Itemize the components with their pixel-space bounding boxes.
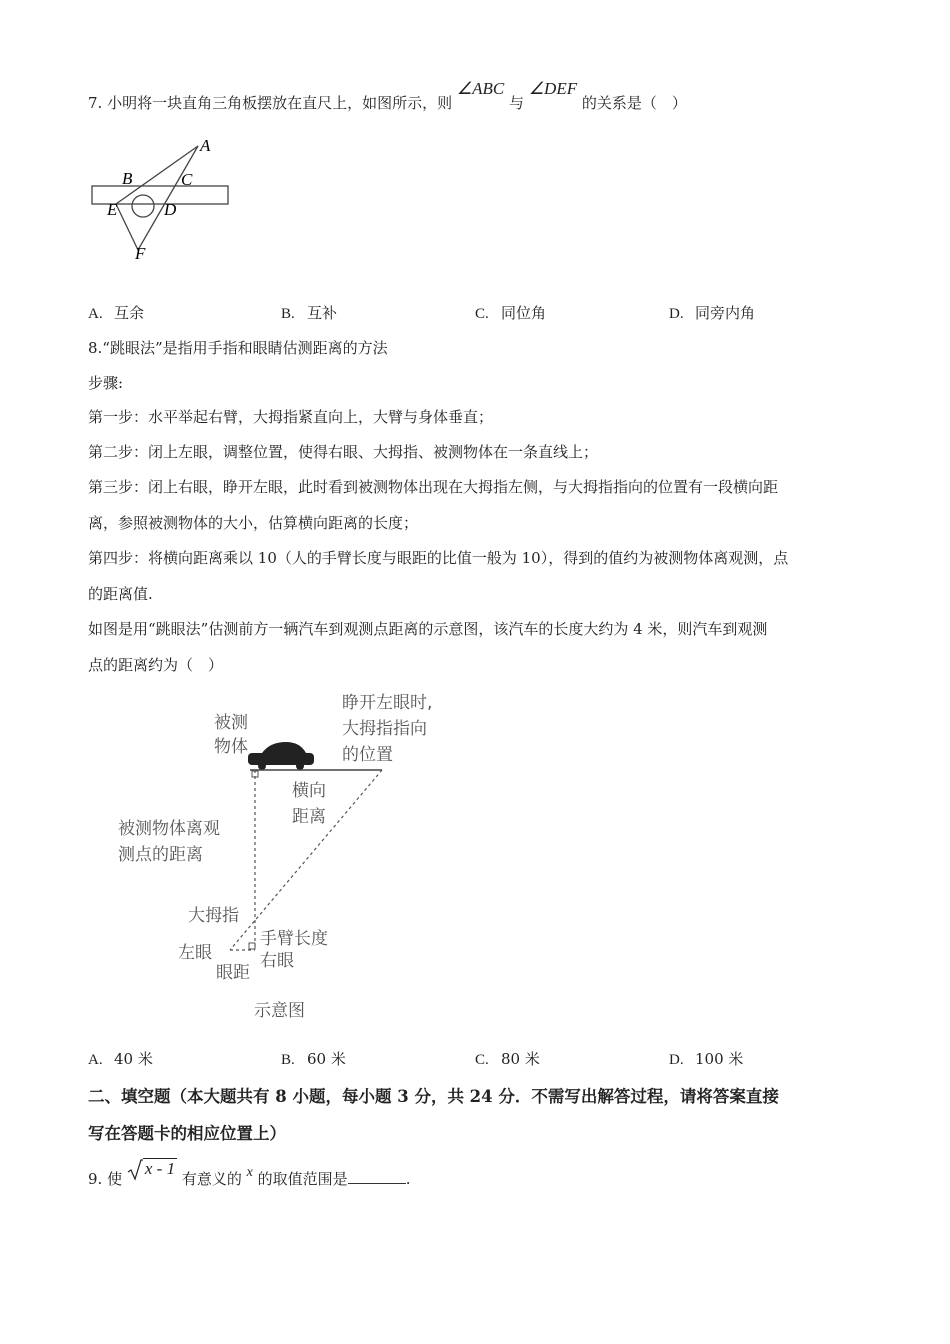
q7-option-b[interactable] <box>281 302 337 323</box>
label-C: C <box>181 170 193 189</box>
option-key: C. <box>475 1052 489 1068</box>
q8-desc-a: 如图是用“跳眼法”估测前方一辆汽车到观测点距离的示意图，该汽车的长度大约为 4 米，则汽车到观测 <box>88 620 768 638</box>
section2-heading-2: 写在答题卡的相应位置上） <box>88 1124 286 1143</box>
option-text: 100 米 <box>695 1050 744 1068</box>
q7-middle: 与 <box>509 94 525 112</box>
triangle-hole <box>132 195 154 217</box>
q8-option-d[interactable] <box>669 1048 743 1069</box>
label-left-eye: 左眼 <box>178 943 212 963</box>
label-open-eye-1: 睁开左眼时, <box>342 693 433 713</box>
option-key: A. <box>88 306 103 322</box>
label-open-eye-3: 的位置 <box>342 745 393 765</box>
option-text: 60 米 <box>307 1050 346 1068</box>
q7-stem <box>88 79 687 113</box>
label-distance-1: 被测物体离观 <box>118 819 220 839</box>
q7-angle-def: ∠DEF <box>528 79 578 98</box>
q7-angle-abc: ∠ABC <box>456 79 505 98</box>
label-lateral-1: 横向 <box>292 781 326 801</box>
option-text: 同位角 <box>501 304 547 322</box>
label-A: A <box>200 140 211 155</box>
q8-steps-label: 步骤: <box>88 374 124 392</box>
option-key: B. <box>281 1052 295 1068</box>
option-text: 互余 <box>114 304 145 322</box>
q8-step3-b: 离，参照被测物体的大小，估算横向距离的长度； <box>88 514 419 532</box>
q9-end: . <box>405 1170 411 1188</box>
q7-prefix: 7. 小明将一块直角三角板摆放在直尺上，如图所示，则 <box>88 94 453 112</box>
label-D: D <box>164 200 177 219</box>
label-thumb: 大拇指 <box>188 906 239 926</box>
q8-option-a[interactable] <box>88 1048 153 1069</box>
q8-title: 8.“跳眼法”是指用手指和眼睛估测距离的方法 <box>88 339 388 357</box>
label-F: F <box>135 244 146 263</box>
q8-step3-a: 第三步：闭上右眼，睁开左眼，此时看到被测物体出现在大拇指左侧，与大拇指指向的位置有一段横向距 <box>88 478 779 496</box>
q9-prefix: 9. 使 <box>88 1170 123 1188</box>
triangle-ruler <box>116 146 198 250</box>
option-text: 80 米 <box>501 1050 540 1068</box>
option-key: D. <box>669 306 684 322</box>
q7-option-a[interactable] <box>88 302 144 323</box>
q9-stem <box>88 1159 411 1191</box>
option-key: A. <box>88 1052 103 1068</box>
option-text: 互补 <box>307 304 338 322</box>
label-E: E <box>107 200 118 219</box>
q8-step1: 第一步：水平举起右臂，大拇指紧直向上，大臂与身体垂直； <box>88 408 494 426</box>
sqrt-expression <box>127 1159 177 1181</box>
label-object-2: 物体 <box>214 737 248 757</box>
option-key: D. <box>669 1052 684 1068</box>
option-key: B. <box>281 306 295 322</box>
q8-option-b[interactable] <box>281 1048 346 1069</box>
q7-option-d[interactable] <box>669 302 755 323</box>
q8-option-c[interactable] <box>475 1048 540 1069</box>
q9-variable: x <box>246 1165 253 1180</box>
q9-answer-blank[interactable] <box>348 1169 406 1184</box>
label-eye-distance: 眼距 <box>216 963 250 983</box>
label-right-eye: 右眼 <box>260 951 294 971</box>
q7-option-c[interactable] <box>475 302 546 323</box>
label-B: B <box>122 169 133 188</box>
q8-step4-a: 第四步：将横向距离乘以 10（人的手臂长度与眼距的比值一般为 10），得到的值约为被测物体离观测，点 <box>88 549 789 567</box>
label-object-1: 被测 <box>214 713 248 733</box>
label-lateral-2: 距离 <box>292 807 326 827</box>
q7-suffix: 的关系是（ ） <box>581 94 687 112</box>
car-icon <box>248 742 314 770</box>
figure-caption: 示意图 <box>254 1001 305 1021</box>
q8-desc-b: 点的距离约为（ ） <box>88 656 224 674</box>
q9-middle: 有意义的 <box>181 1170 242 1188</box>
section2-heading-1: 二、填空题（本大题共有 8 小题，每小题 3 分，共 24 分．不需写出解答过程，请将答案直接 <box>88 1087 779 1106</box>
option-text: 40 米 <box>114 1050 153 1068</box>
right-angle-bottom <box>249 943 255 949</box>
q8-step2: 第二步：闭上左眼，调整位置，使得右眼、大拇指、被测物体在一条直线上； <box>88 443 599 461</box>
q8-step4-b: 的距离值. <box>88 585 153 603</box>
option-text: 同旁内角 <box>695 304 756 322</box>
q8-figure <box>110 688 470 1028</box>
sqrt-sign <box>127 1159 143 1181</box>
option-key: C. <box>475 306 489 322</box>
q7-figure <box>88 140 238 265</box>
q9-radicand: x - 1 <box>144 1159 176 1178</box>
label-open-eye-2: 大拇指指向 <box>342 719 427 739</box>
label-arm-length: 手臂长度 <box>260 929 328 949</box>
label-distance-2: 测点的距离 <box>118 845 203 865</box>
q9-suffix: 的取值范围是 <box>257 1170 348 1188</box>
